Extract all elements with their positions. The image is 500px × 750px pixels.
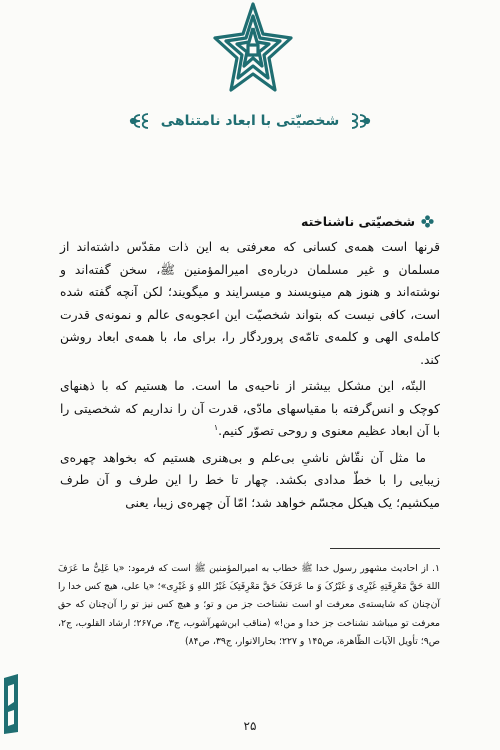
paragraph xyxy=(60,375,440,443)
footnote-marker: ۱ xyxy=(213,422,219,432)
footnote: ۱. از احادیث مشهور رسول خدا ﷺ خطاب به امیرالمؤمنین ﷺ است که فرمود: «یا عَلِیُّ ما عَرَفَ اللهَ حَقَّ مَعْرِفَتِهِ غَیْرِی وَ غَیْرُکَ وَ ما عَرَفَکَ حَقَّ مَعْرِفَتِکَ غَیْرُ اللهِ وَ غَیْرِی»؛ «یا علی، هیچ کس خدا را آن‌چنان که شایسته‌ی معرفت او است نشناخت جز من و تو؛ و هیچ کس نیز تو را آن‌چنان که حق معرفت تو میباشد نشناخت جز خدا و من!» (مناقب ابن‌شهرآشوب، ج۳، ص۲۶۷؛ ارشاد القلوب، ج۲، ص۹؛ تأویل الآیات الظّاهرة، ص۱۴۵ و ۲۲۷؛ بحارالانوار، ج۳۹، ص۸۴) xyxy=(58,563,440,647)
chapter-heading xyxy=(60,108,440,134)
paragraph-text: البتّه، این مشکل بیشتر از ناحیه‌ی ما است. ما هستیم که با ذهنهای کوچک و انس‌گرفته با مقیاسهای مادّی، قدرت آن را نداریم که شخصیتی را با آن ابعاد عظیم معنوی و روحی تصوّر کنیم. xyxy=(60,379,440,438)
star-emblem-icon xyxy=(213,0,293,96)
section-title: شخصیّتی ناشناخته xyxy=(301,213,415,229)
paragraph: ما مثل آن نقّاش ناشیِ بی‌علم و بی‌هنری هستیم که بخواهد چهره‌ی زیبایی را با خطّ مدادی بکشد. چهار تا خط را این طرف و آن طرف میکشیم؛ یک هیکل مجسّم خواهد شد؛ امّا آن چهره‌ی زیبا، یعنی xyxy=(60,450,440,510)
section-heading xyxy=(60,210,434,232)
page-number: ۲۵ xyxy=(243,719,257,733)
chapter-title: شخصیّتی با ابعاد نامتناهی xyxy=(160,113,340,129)
publisher-logo-icon xyxy=(0,672,22,736)
ornament-icon xyxy=(349,111,371,131)
footnote-divider xyxy=(330,548,440,549)
flower-bullet-icon xyxy=(421,215,434,228)
paragraph: قرنها است همه‌ی کسانی که معرفتی به این ذات مقدّس داشته‌اند از مسلمان و غیر مسلمان درباره‌ی امیرالمؤمنین ﷺ، سخن گفته‌اند و نوشته‌اند و هنوز هم مینویسند و میسرایند و میگویند؛ لکن آنچه گفته شده است، کافی نیست که بتواند شخصیّت این اعجوبه‌ی عالم و نمونه‌ی قدرت کامله‌ی الهی و کلمه‌ی تامّه‌ی پروردگار را، برای ما، با همه‌ی ابعاد روشن کند. xyxy=(60,240,440,367)
ornament-icon xyxy=(129,111,151,131)
body-text xyxy=(60,236,440,514)
